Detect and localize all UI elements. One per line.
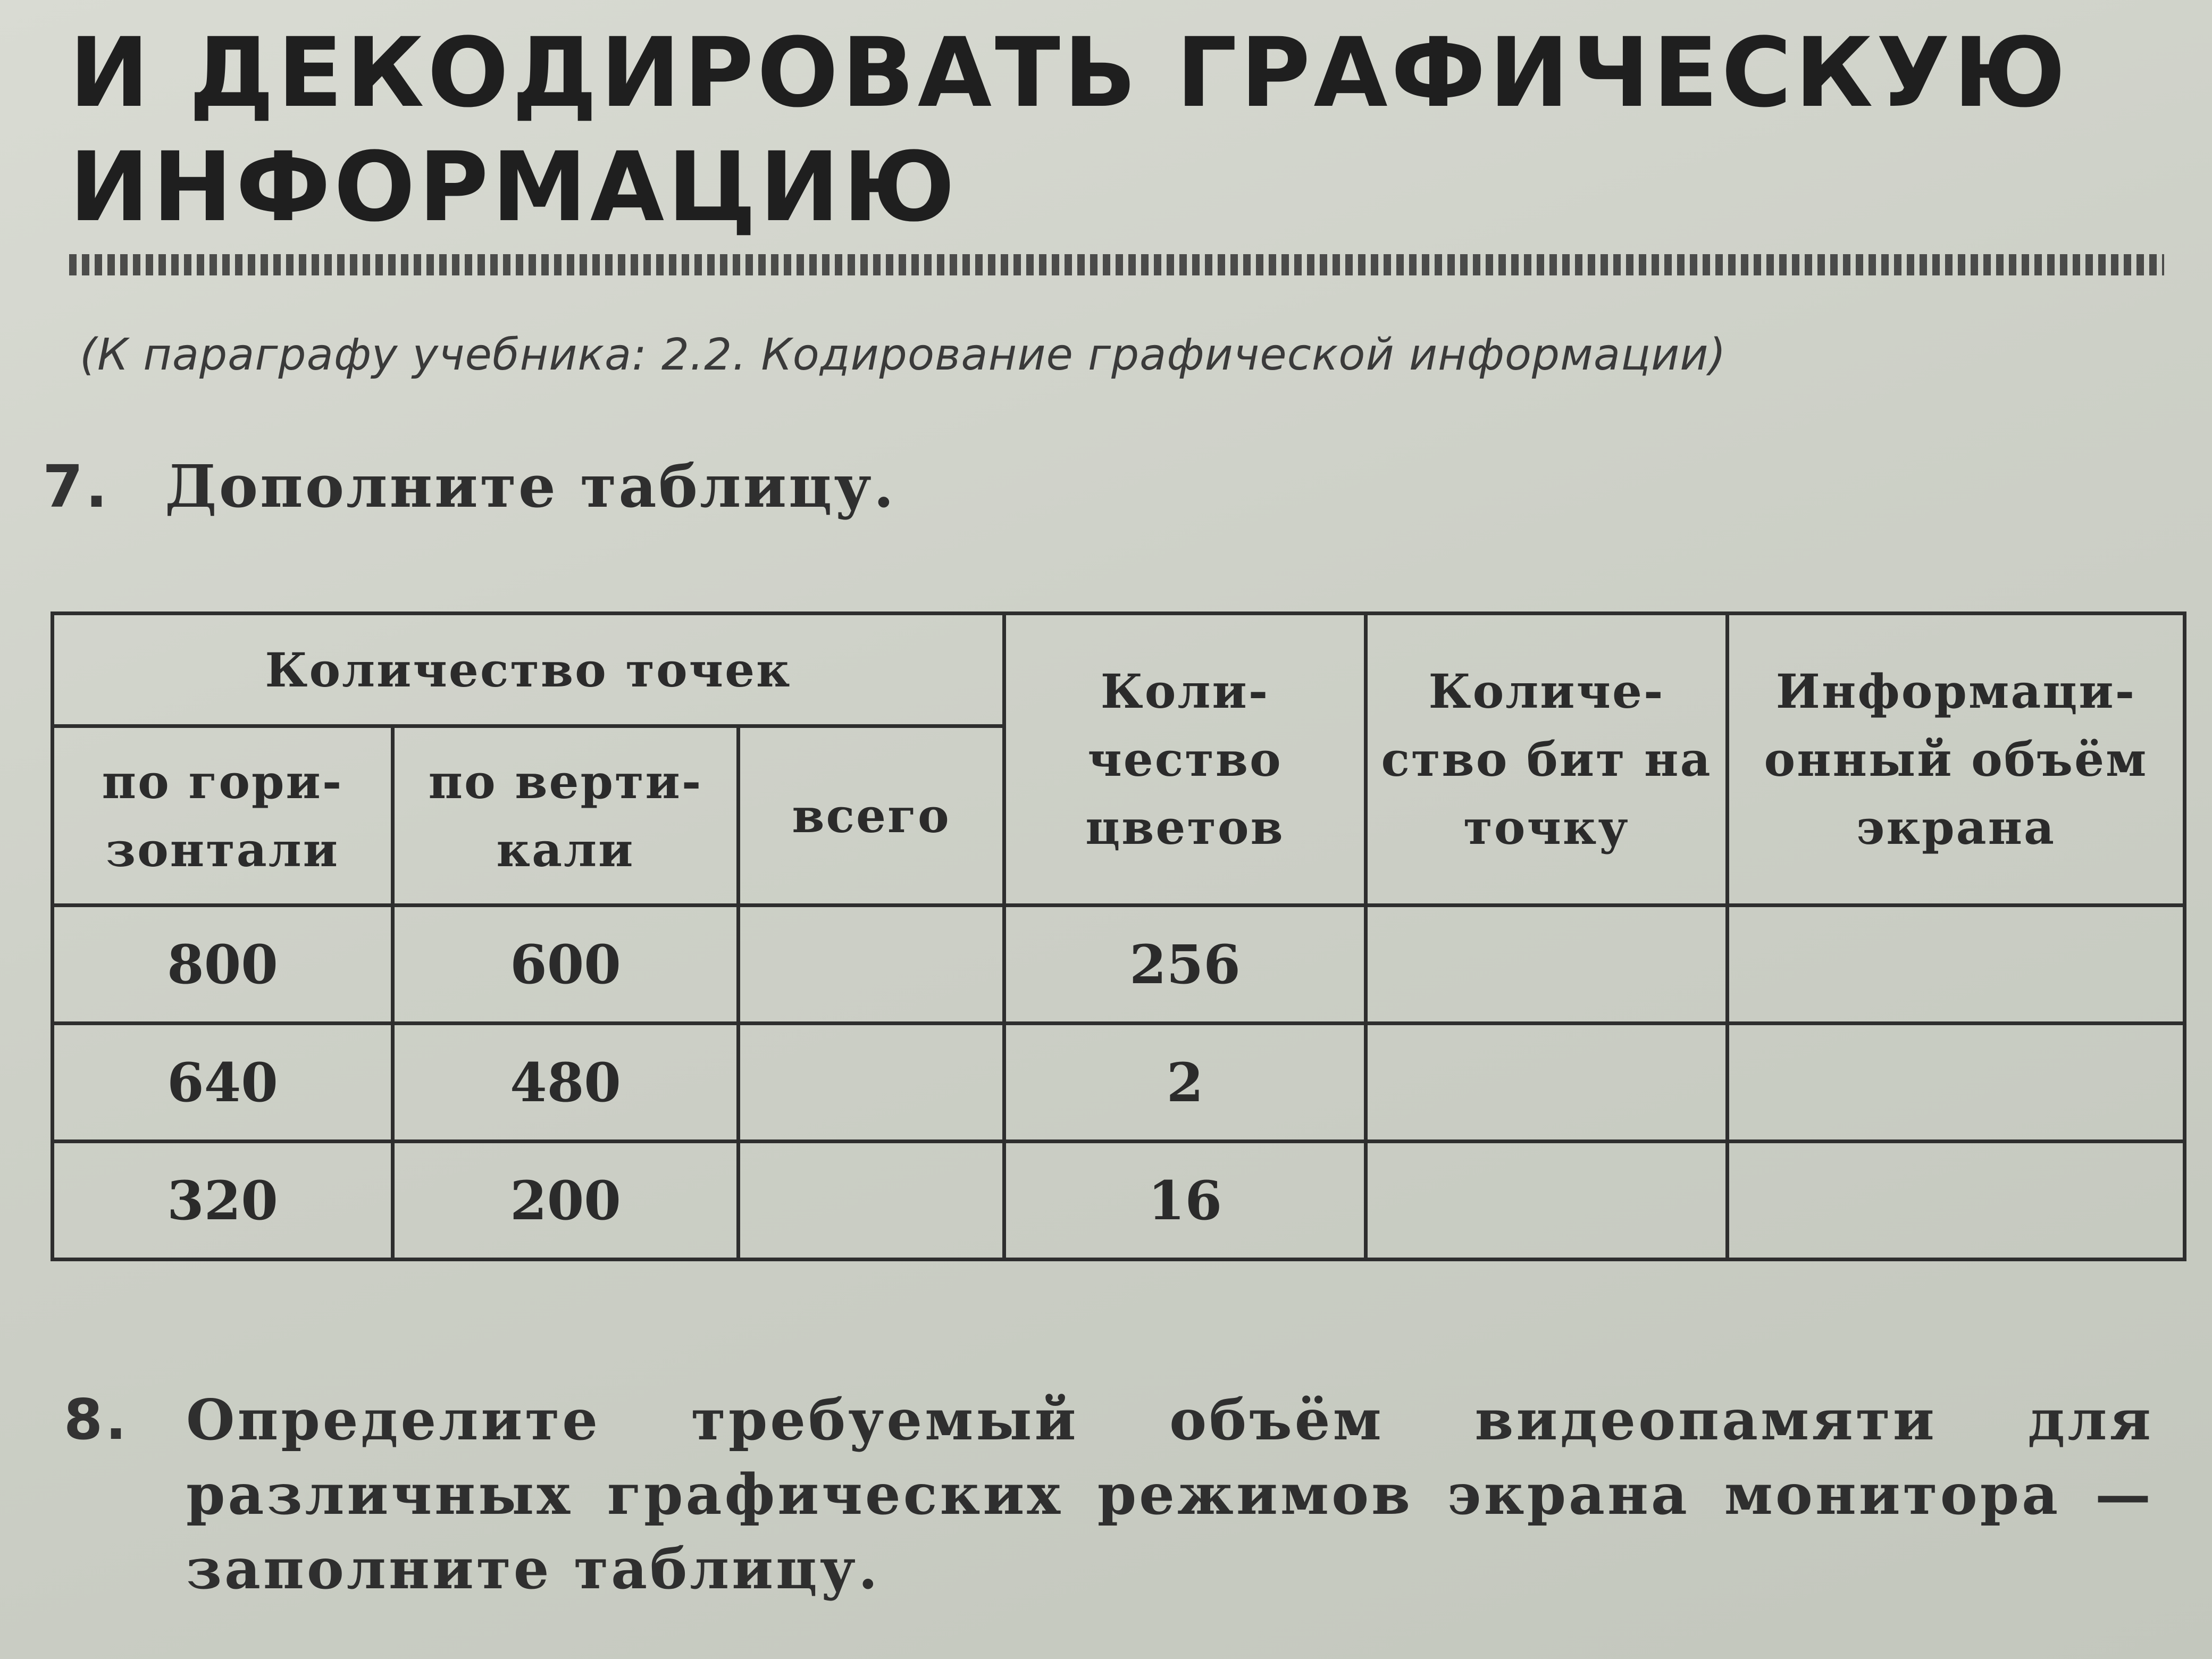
- cell-volume[interactable]: [1728, 1024, 2185, 1142]
- header-horizontal: по гори-зонтали: [53, 726, 393, 906]
- cell-colors: 2: [1004, 1024, 1366, 1142]
- table-row: [53, 1024, 2185, 1142]
- cell-total[interactable]: [739, 1024, 1004, 1142]
- cell-horizontal: 640: [53, 1024, 393, 1142]
- cell-bits[interactable]: [1366, 1024, 1728, 1142]
- header-total: всего: [739, 726, 1004, 906]
- cell-total[interactable]: [739, 906, 1004, 1024]
- cell-volume[interactable]: [1728, 1142, 2185, 1260]
- dotted-divider: [69, 254, 2164, 275]
- task-7-number: 7.: [43, 453, 110, 521]
- header-info-volume: Информаци-онный объём экрана: [1728, 614, 2185, 906]
- heading-line-1: И ДЕКОДИРОВАТЬ ГРАФИЧЕСКУЮ: [69, 18, 2069, 129]
- cell-volume[interactable]: [1728, 906, 2185, 1024]
- task-8-text: Определите требуемый объём видеопамяти для различных графических режимов экрана монитора — заполните таблицу.: [186, 1387, 2154, 1602]
- task-8-number: 8.: [64, 1387, 129, 1452]
- cell-bits[interactable]: [1366, 1142, 1728, 1260]
- textbook-reference: (К параграфу учебника: 2.2. Кодирование графической информации): [80, 330, 1727, 380]
- header-bits-per-point: Количе-ство бит на точку: [1366, 614, 1728, 906]
- cell-vertical: 600: [393, 906, 739, 1024]
- cell-total[interactable]: [739, 1142, 1004, 1260]
- table-row: [53, 906, 2185, 1024]
- cell-colors: 16: [1004, 1142, 1366, 1260]
- cell-bits[interactable]: [1366, 906, 1728, 1024]
- cell-horizontal: 320: [53, 1142, 393, 1260]
- cell-horizontal: 800: [53, 906, 393, 1024]
- header-vertical: по верти-кали: [393, 726, 739, 906]
- table-row: [53, 1142, 2185, 1260]
- graphics-table: [51, 611, 2186, 1261]
- heading-line-2: ИНФОРМАЦИЮ: [69, 132, 959, 243]
- header-points-count: Количество точек: [53, 614, 1004, 726]
- section-heading: [69, 16, 2069, 245]
- task-7: [43, 452, 896, 521]
- task-8: [64, 1382, 2169, 1606]
- cell-vertical: 200: [393, 1142, 739, 1260]
- header-colors: Коли-чество цветов: [1004, 614, 1366, 906]
- task-7-text: Дополните таблицу.: [165, 452, 896, 521]
- cell-colors: 256: [1004, 906, 1366, 1024]
- cell-vertical: 480: [393, 1024, 739, 1142]
